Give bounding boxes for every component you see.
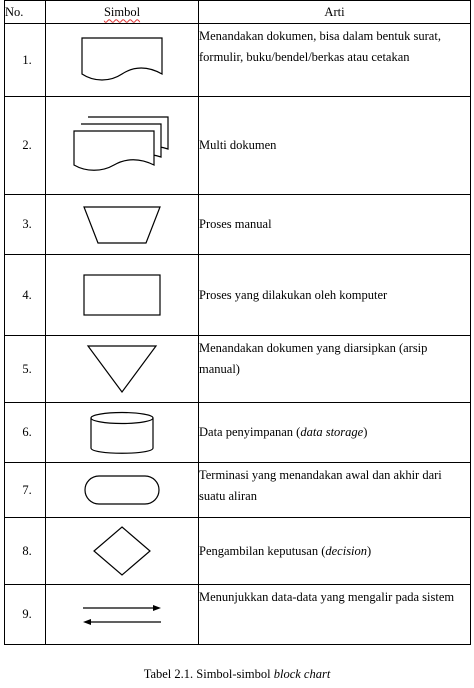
row-number: 7. — [5, 463, 46, 518]
archive-icon — [86, 344, 158, 394]
terminator-icon — [84, 475, 160, 505]
header-no: No. — [5, 1, 46, 24]
symbol-table — [4, 0, 471, 645]
table-row — [5, 195, 471, 255]
symbol-cell — [46, 195, 199, 255]
multi-document-icon — [72, 115, 172, 177]
row-number: 5. — [5, 336, 46, 403]
table-row — [5, 97, 471, 195]
data-storage-icon — [89, 411, 155, 455]
decision-icon — [92, 525, 152, 577]
symbol-cell — [46, 336, 199, 403]
row-number: 9. — [5, 585, 46, 645]
description-cell: Proses manual — [199, 195, 471, 255]
data-flow-arrows-icon — [81, 602, 163, 628]
row-number: 6. — [5, 403, 46, 463]
description-cell: Multi dokumen — [199, 97, 471, 195]
row-number: 1. — [5, 24, 46, 97]
description-cell: Proses yang dilakukan oleh komputer — [199, 255, 471, 336]
table-row — [5, 403, 471, 463]
description-cell: Terminasi yang menandakan awal dan akhir dari suatu aliran — [199, 463, 471, 518]
process-icon — [83, 274, 161, 316]
symbol-cell — [46, 97, 199, 195]
symbol-cell — [46, 24, 199, 97]
description-cell: Pengambilan keputusan (decision) — [199, 518, 471, 585]
symbol-cell — [46, 463, 199, 518]
symbol-cell — [46, 518, 199, 585]
table-caption: Tabel 2.1. Simbol-simbol block chart — [143, 667, 331, 681]
row-number: 4. — [5, 255, 46, 336]
description-cell: Menandakan dokumen, bisa dalam bentuk surat, formulir, buku/bendel/berkas atau cetakan — [199, 24, 471, 97]
table-row — [5, 463, 471, 518]
row-number: 2. — [5, 97, 46, 195]
description-cell: Menunjukkan data-data yang mengalir pada sistem — [199, 585, 471, 645]
table-header-row — [5, 1, 471, 24]
row-number: 3. — [5, 195, 46, 255]
header-simbol: Simbol — [46, 1, 199, 24]
symbol-cell — [46, 585, 199, 645]
manual-operation-icon — [82, 205, 162, 245]
description-cell: Menandakan dokumen yang diarsipkan (arsip manual) — [199, 336, 471, 403]
symbol-cell — [46, 403, 199, 463]
table-row — [5, 518, 471, 585]
table-row — [5, 336, 471, 403]
table-row — [5, 24, 471, 97]
document-icon — [80, 36, 164, 84]
row-number: 8. — [5, 518, 46, 585]
symbol-cell — [46, 255, 199, 336]
table-row — [5, 255, 471, 336]
table-row — [5, 585, 471, 645]
header-arti: Arti — [199, 1, 471, 24]
description-cell: Data penyimpanan (data storage) — [199, 403, 471, 463]
